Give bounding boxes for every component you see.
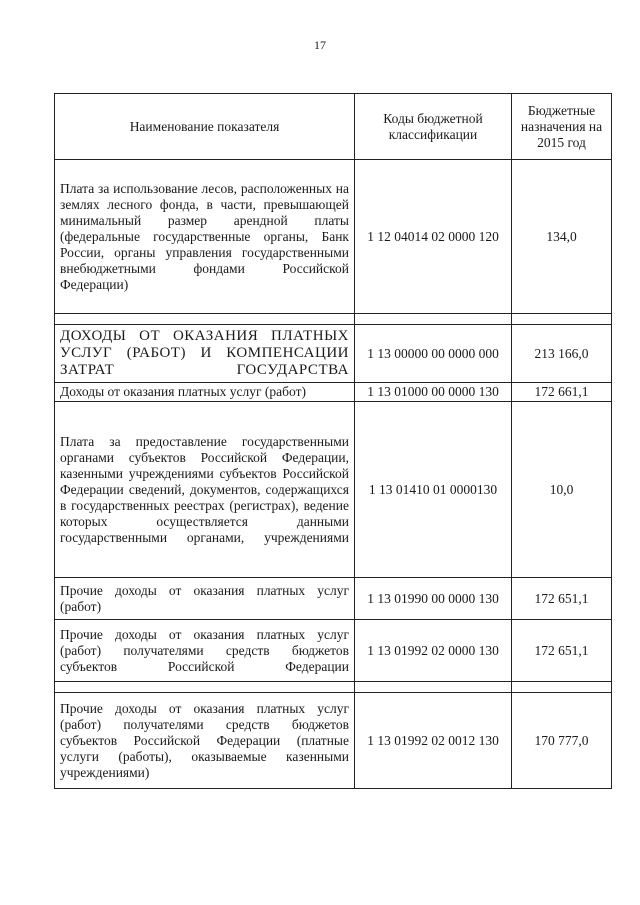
header-amount: Бюджетные назначения на 2015 год — [512, 94, 612, 160]
row-name: Плата за предоставление государственными органами субъектов Российской Федерации, казенными учреждениями субъектов Российской Федерации сведений, документов, содержащихся в государственных реестрах (регистрах), ведение которых осуществляется данными государственными органами, учреждениями — [55, 402, 355, 578]
table-row — [55, 693, 612, 789]
spacer-cell — [355, 682, 512, 693]
table-row — [55, 620, 612, 682]
header-name: Наименование показателя — [55, 94, 355, 160]
row-amount: 172 651,1 — [512, 620, 612, 682]
row-name: Плата за использование лесов, расположенных на землях лесного фонда, в части, превышающей минимальный размер арендной платы (федеральные государственные органы, Банк России, органы управления государственными внебюджетными фондами Российской Федерации) — [55, 160, 355, 314]
row-code: 1 13 01000 00 0000 130 — [355, 383, 512, 402]
table-row — [55, 383, 612, 402]
row-name: Прочие доходы от оказания платных услуг (работ) — [55, 578, 355, 620]
row-code: 1 13 01990 00 0000 130 — [355, 578, 512, 620]
row-name: Доходы от оказания платных услуг (работ) — [55, 383, 355, 402]
spacer-cell — [512, 314, 612, 325]
row-name: Прочие доходы от оказания платных услуг (работ) получателями средств бюджетов субъектов Российской Федерации (платные услуги (работы), оказываемые казенными учреждениями) — [55, 693, 355, 789]
spacer-cell — [55, 314, 355, 325]
table-row-spacer — [55, 682, 612, 693]
row-amount: 134,0 — [512, 160, 612, 314]
row-name: Прочие доходы от оказания платных услуг (работ) получателями средств бюджетов субъектов Российской Федерации — [55, 620, 355, 682]
table-row — [55, 160, 612, 314]
row-amount: 172 661,1 — [512, 383, 612, 402]
row-amount: 213 166,0 — [512, 325, 612, 383]
row-amount: 10,0 — [512, 402, 612, 578]
spacer-cell — [55, 682, 355, 693]
table-row — [55, 402, 612, 578]
row-code: 1 13 01992 02 0000 130 — [355, 620, 512, 682]
row-amount: 170 777,0 — [512, 693, 612, 789]
row-code: 1 13 01410 01 0000130 — [355, 402, 512, 578]
spacer-cell — [355, 314, 512, 325]
row-code: 1 13 01992 02 0012 130 — [355, 693, 512, 789]
row-code: 1 13 00000 00 0000 000 — [355, 325, 512, 383]
page-number: 17 — [314, 38, 326, 52]
table-header-row — [55, 94, 612, 160]
table-row — [55, 325, 612, 383]
table-row — [55, 578, 612, 620]
table-row-spacer — [55, 314, 612, 325]
spacer-cell — [512, 682, 612, 693]
row-name: ДОХОДЫ ОТ ОКАЗАНИЯ ПЛАТНЫХ УСЛУГ (РАБОТ) И КОМПЕНСАЦИИ ЗАТРАТ ГОСУДАРСТВА — [55, 325, 355, 383]
header-code: Коды бюджетной классификации — [355, 94, 512, 160]
row-amount: 172 651,1 — [512, 578, 612, 620]
row-code: 1 12 04014 02 0000 120 — [355, 160, 512, 314]
budget-table — [54, 93, 612, 789]
